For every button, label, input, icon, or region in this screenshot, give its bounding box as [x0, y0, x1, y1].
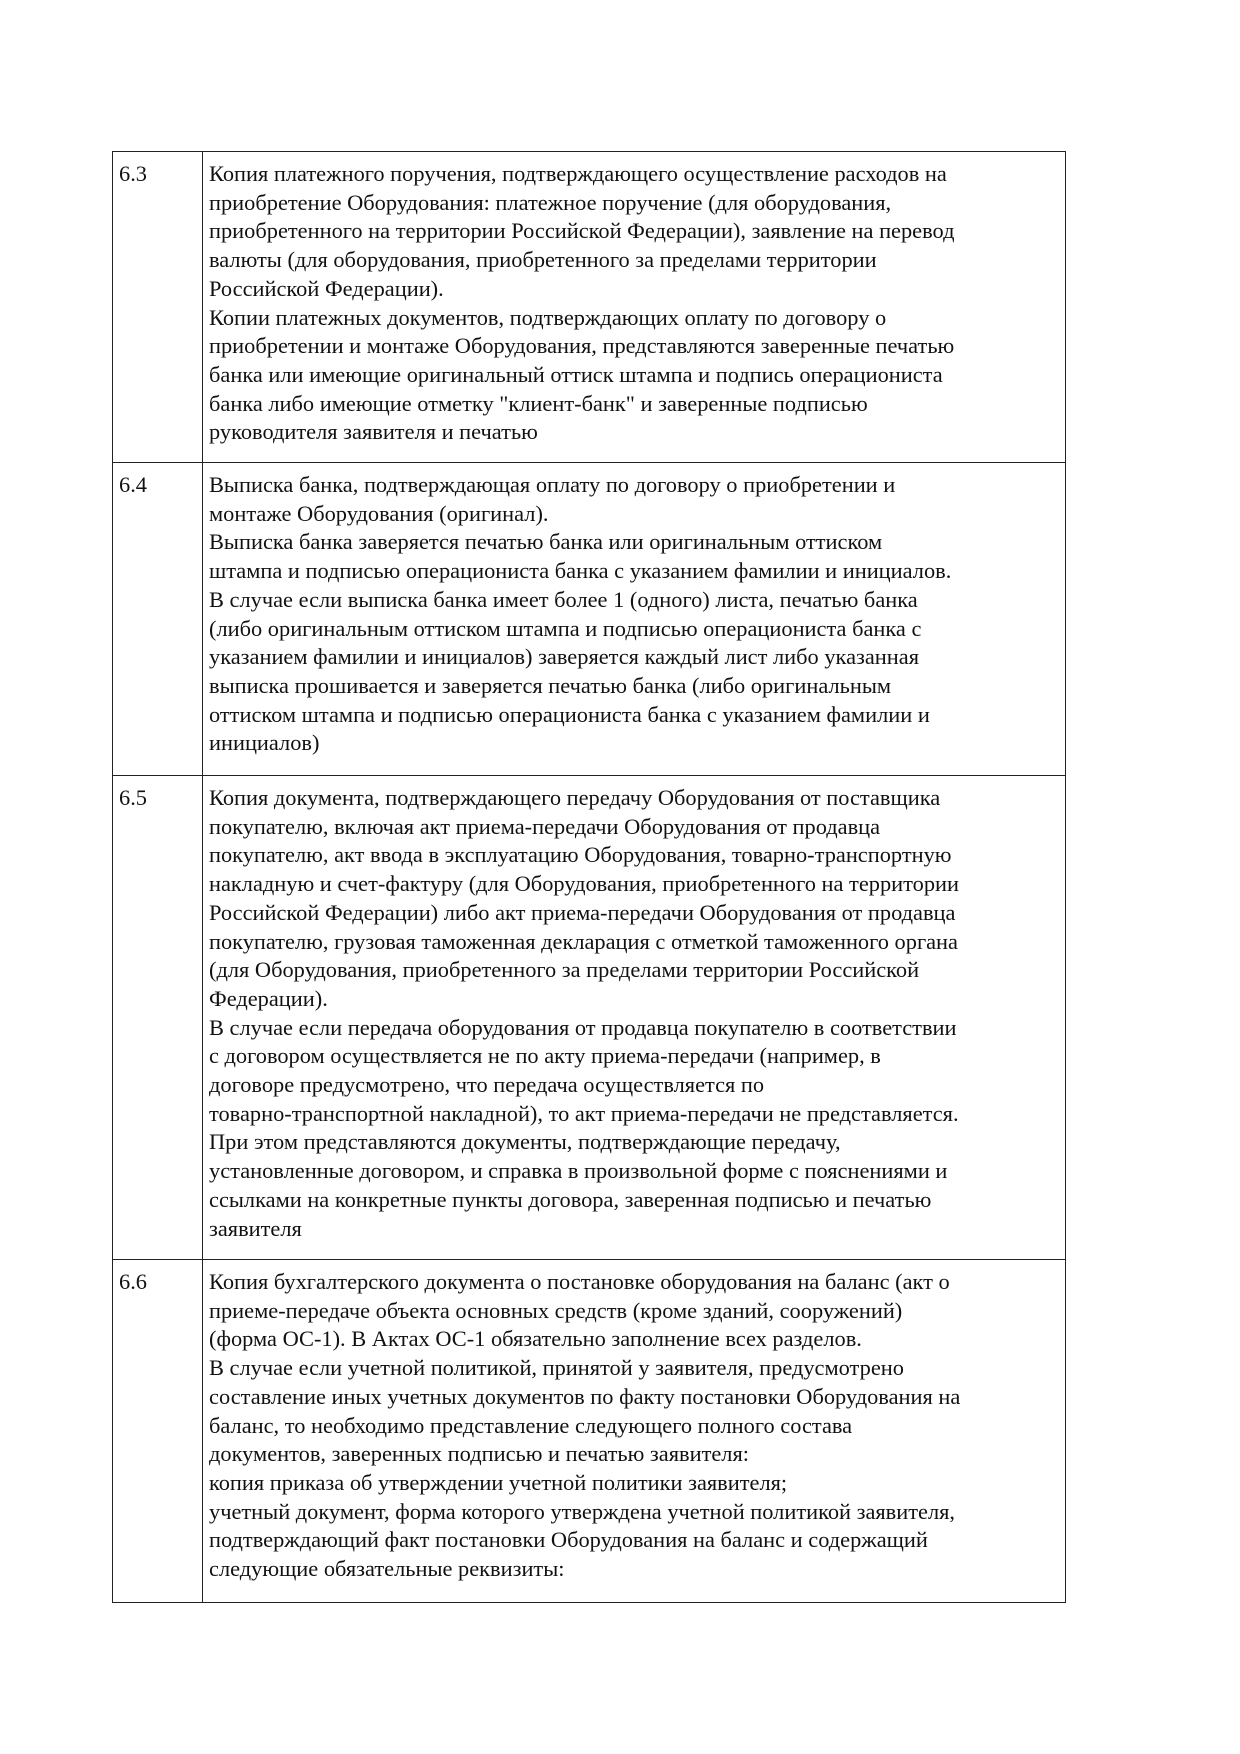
- text-line: приобретении и монтаже Оборудования, представляются заверенные печатью: [209, 333, 955, 359]
- text-line: Копии платежных документов, подтверждающих оплату по договору о: [209, 304, 887, 330]
- item-description: [203, 1260, 1066, 1603]
- text-line: следующие обязательные реквизиты:: [209, 1556, 565, 1582]
- text-line: Российской Федерации) либо акт приема-передачи Оборудования от продавца: [209, 899, 956, 925]
- documents-table: [112, 151, 1066, 1603]
- text-line: копия приказа об утверждении учетной политики заявителя;: [209, 1469, 788, 1495]
- text-line: баланс, то необходимо представление следующего полного состава: [209, 1412, 853, 1438]
- text-line: оттиском штампа и подписью операциониста банка с указанием фамилии и: [209, 701, 930, 727]
- text-line: Выписка банка заверяется печатью банка или оригинальным оттиском: [209, 529, 883, 555]
- table-row: [113, 776, 1066, 1260]
- text-line: (форма ОС-1). В Актах ОС-1 обязательно заполнение всех разделов.: [209, 1326, 862, 1352]
- text-line: учетный документ, форма которого утверждена учетной политикой заявителя,: [209, 1498, 956, 1524]
- text-line: выписка прошивается и заверяется печатью банка (либо оригинальным: [209, 672, 892, 698]
- text-line: При этом представляются документы, подтверждающие передачу,: [209, 1129, 841, 1155]
- text-line: документов, заверенных подписью и печатью заявителя:: [209, 1441, 749, 1467]
- text-line: Выписка банка, подтверждающая оплату по договору о приобретении и: [209, 472, 896, 497]
- text-line: штампа и подписью операциониста банка с указанием фамилии и инициалов.: [209, 558, 952, 584]
- text-line: ссылками на конкретные пункты договора, заверенная подписью и печатью: [209, 1186, 932, 1212]
- item-number: 6.5: [113, 776, 203, 1260]
- text-line: В случае если передача оборудования от продавца покупателю в соответствии: [209, 1014, 957, 1040]
- text-line: В случае если учетной политикой, принятой у заявителя, предусмотрено: [209, 1355, 904, 1381]
- text-line: (либо оригинальным оттиском штампа и подписью операциониста банка с: [209, 615, 922, 641]
- table-row: [113, 1260, 1066, 1603]
- text-line: Российской Федерации).: [209, 275, 444, 301]
- text-line: банка либо имеющие отметку "клиент-банк" и заверенные подписью: [209, 390, 868, 416]
- table-row: [113, 152, 1066, 463]
- text-line: инициалов): [209, 730, 320, 756]
- text-line: приеме-передаче объекта основных средств (кроме зданий, сооружений): [209, 1297, 903, 1323]
- item-description: [203, 776, 1066, 1260]
- text-line: Копия бухгалтерского документа о постановке оборудования на баланс (акт о: [209, 1269, 950, 1294]
- text-line: договоре предусмотрено, что передача осуществляется по: [209, 1072, 765, 1098]
- text-line: приобретенного на территории Российской Федерации), заявление на перевод: [209, 218, 955, 244]
- text-line: (для Оборудования, приобретенного за пределами территории Российской: [209, 957, 920, 983]
- text-line: банка или имеющие оригинальный оттиск штампа и подпись операциониста: [209, 361, 943, 387]
- text-line: валюты (для оборудования, приобретенного за пределами территории: [209, 247, 877, 273]
- text-line: руководителя заявителя и печатью: [209, 419, 538, 445]
- item-description: [203, 463, 1066, 776]
- text-line: покупателю, включая акт приема-передачи Оборудования от продавца: [209, 813, 881, 839]
- item-number: 6.4: [113, 463, 203, 776]
- item-number: 6.6: [113, 1260, 203, 1603]
- text-line: составление иных учетных документов по факту постановки Оборудования на: [209, 1383, 961, 1409]
- text-line: накладную и счет-фактуру (для Оборудования, приобретенного на территории: [209, 871, 959, 897]
- table-row: [113, 463, 1066, 776]
- text-line: монтаже Оборудования (оригинал).: [209, 500, 549, 526]
- text-line: покупателю, грузовая таможенная декларация с отметкой таможенного органа: [209, 928, 958, 954]
- text-line: подтверждающий факт постановки Оборудования на баланс и содержащий: [209, 1527, 928, 1553]
- text-line: Копия платежного поручения, подтверждающего осуществление расходов на: [209, 161, 947, 186]
- text-line: Копия документа, подтверждающего передачу Оборудования от поставщика: [209, 785, 941, 810]
- text-line: заявителя: [209, 1215, 302, 1241]
- text-line: Федерации).: [209, 985, 328, 1011]
- text-line: с договором осуществляется не по акту приема-передачи (например, в: [209, 1043, 881, 1069]
- item-number: 6.3: [113, 152, 203, 463]
- text-line: покупателю, акт ввода в эксплуатацию Оборудования, товарно-транспортную: [209, 842, 952, 868]
- text-line: В случае если выписка банка имеет более 1 (одного) листа, печатью банка: [209, 586, 918, 612]
- item-description: [203, 152, 1066, 463]
- text-line: приобретение Оборудования: платежное поручение (для оборудования,: [209, 189, 892, 215]
- text-line: указанием фамилии и инициалов) заверяется каждый лист либо указанная: [209, 644, 920, 670]
- text-line: установленные договором, и справка в произвольной форме с пояснениями и: [209, 1158, 948, 1184]
- text-line: товарно-транспортной накладной), то акт приема-передачи не представляется.: [209, 1100, 959, 1126]
